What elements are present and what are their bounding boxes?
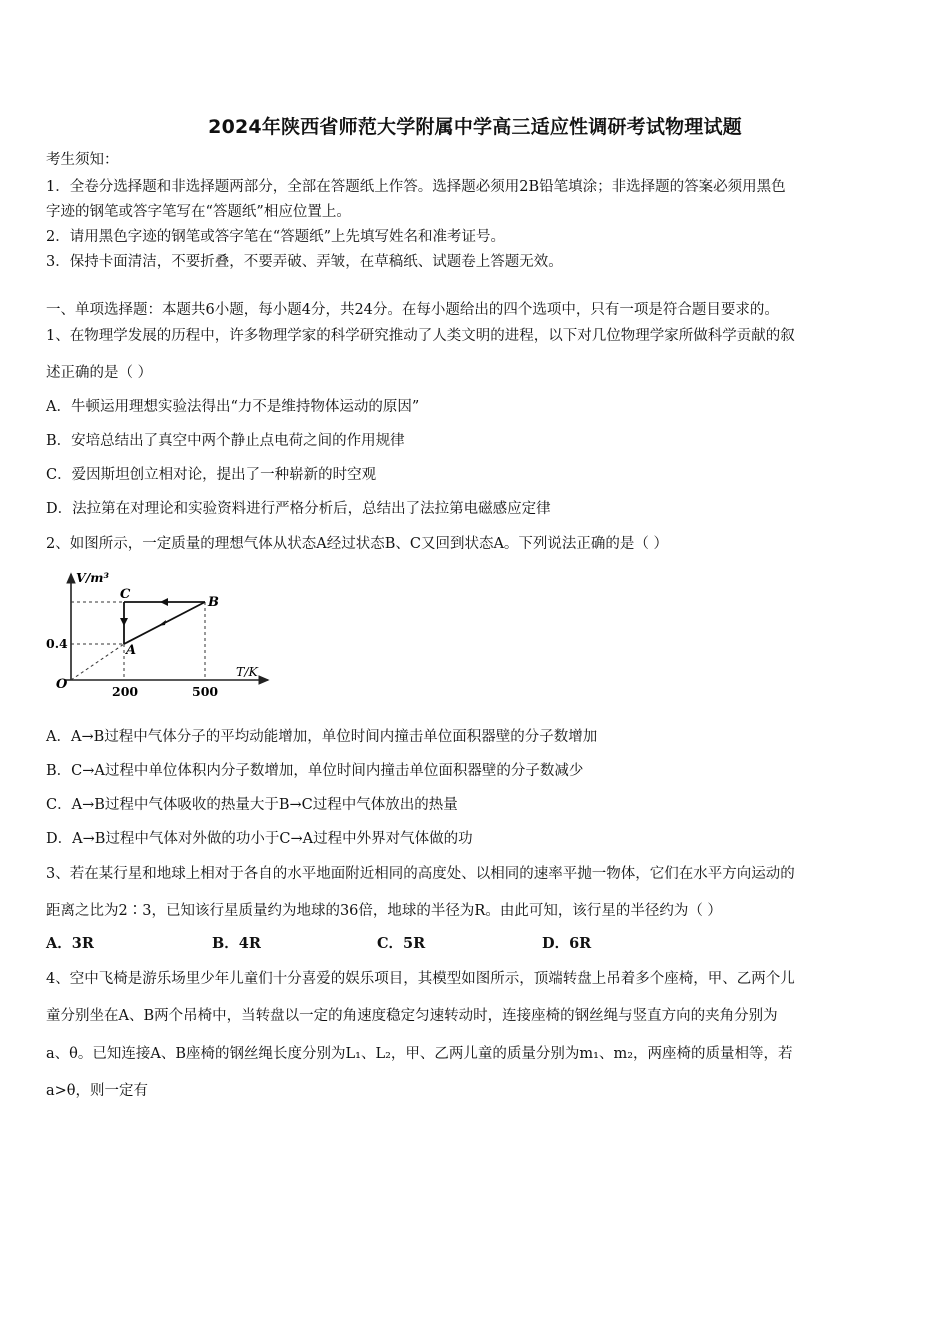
q2-option-d: D．A→B过程中气体对外做的功小于C→A过程中外界对气体做的功 [46, 831, 473, 847]
q4-stem: 4、空中飞椅是游乐场里少年儿童们十分喜爱的娱乐项目，其模型如图所示，顶端转盘上吊着多个座椅，甲、乙两个儿 [46, 971, 795, 987]
q3-option-a: A．3R [46, 935, 94, 952]
q4-stem-cont-1: 童分别坐在A、B两个吊椅中，当转盘以一定的角速度稳定匀速转动时，连接座椅的钢丝绳与竖直方向的夹角分别为 [46, 1008, 778, 1024]
q1-option-a: A．牛顿运用理想实验法得出“力不是维持物体运动的原因” [46, 399, 420, 415]
q2-option-b: B．C→A过程中单位体积内分子数增加，单位时间内撞击单位面积器壁的分子数减少 [46, 763, 584, 779]
x-axis-label: T/K [236, 664, 258, 679]
q1-option-c: C．爱因斯坦创立相对论，提出了一种崭新的时空观 [46, 467, 377, 483]
q3-option-c: C．5R [377, 935, 426, 952]
notice-item-1: 1．全卷分选择题和非选择题两部分，全部在答题纸上作答。选择题必须用2B铅笔填涂；非选择题的答案必须用黑色 [46, 179, 786, 195]
q2-stem: 2、如图所示，一定质量的理想气体从状态A经过状态B、C又回到状态A。下列说法正确的是（ ） [46, 536, 669, 552]
y-axis-label: V/m³ [76, 570, 109, 585]
q3-stem-cont: 距离之比为2∶3，已知该行星质量约为地球的36倍，地球的半径为R。由此可知，该行星的半径约为（ ） [46, 903, 722, 919]
q2-option-c: C．A→B过程中气体吸收的热量大于B→C过程中气体放出的热量 [46, 797, 458, 813]
notice-item-3: 3．保持卡面清洁，不要折叠，不要弄破、弄皱，在草稿纸、试题卷上答题无效。 [46, 254, 563, 270]
q3-stem: 3、若在某行星和地球上相对于各自的水平地面附近相同的高度处、以相同的速率平抛一物体，它们在水平方向运动的 [46, 866, 795, 882]
q3-option-b: B．4R [212, 935, 261, 952]
x-tick-200: 200 [112, 684, 139, 699]
q2-option-a: A．A→B过程中气体分子的平均动能增加，单位时间内撞击单位面积器壁的分子数增加 [46, 729, 598, 745]
notice-heading: 考生须知： [46, 152, 119, 168]
notice-item-1-cont: 字迹的钢笔或答字笔写在“答题纸”相应位置上。 [46, 204, 351, 220]
notice-item-2: 2．请用黑色字迹的钢笔或答字笔在“答题纸”上先填写姓名和准考证号。 [46, 229, 506, 245]
point-label-a: A [126, 643, 137, 658]
y-tick-label: 0.4 [46, 636, 68, 651]
q4-stem-cont-2: a、θ。已知连接A、B座椅的钢丝绳长度分别为L₁、L₂，甲、乙两儿童的质量分别为m₁、m₂，两座椅的质量相等，若 [46, 1046, 793, 1062]
page-title: 2024年陕西省师范大学附属中学高三适应性调研考试物理试题 [208, 116, 742, 138]
point-label-b: B [208, 595, 219, 610]
q1-stem: 1、在物理学发展的历程中，许多物理学家的科学研究推动了人类文明的进程，以下对几位物理学家所做科学贡献的叙 [46, 328, 795, 344]
q3-option-d: D．6R [542, 935, 592, 952]
vt-graph [40, 568, 280, 704]
q4-stem-cont-3: a>θ，则一定有 [46, 1083, 149, 1099]
q1-stem-cont: 述正确的是（ ） [46, 365, 153, 381]
q1-option-d: D．法拉第在对理论和实验资料进行严格分析后，总结出了法拉第电磁感应定律 [46, 501, 551, 517]
section-heading: 一、单项选择题：本题共6小题，每小题4分，共24分。在每小题给出的四个选项中，只有一项是符合题目要求的。 [46, 302, 779, 318]
x-tick-500: 500 [192, 684, 219, 699]
origin-label: O [56, 677, 68, 692]
q1-option-b: B．安培总结出了真空中两个静止点电荷之间的作用规律 [46, 433, 405, 449]
point-label-c: C [120, 587, 131, 602]
